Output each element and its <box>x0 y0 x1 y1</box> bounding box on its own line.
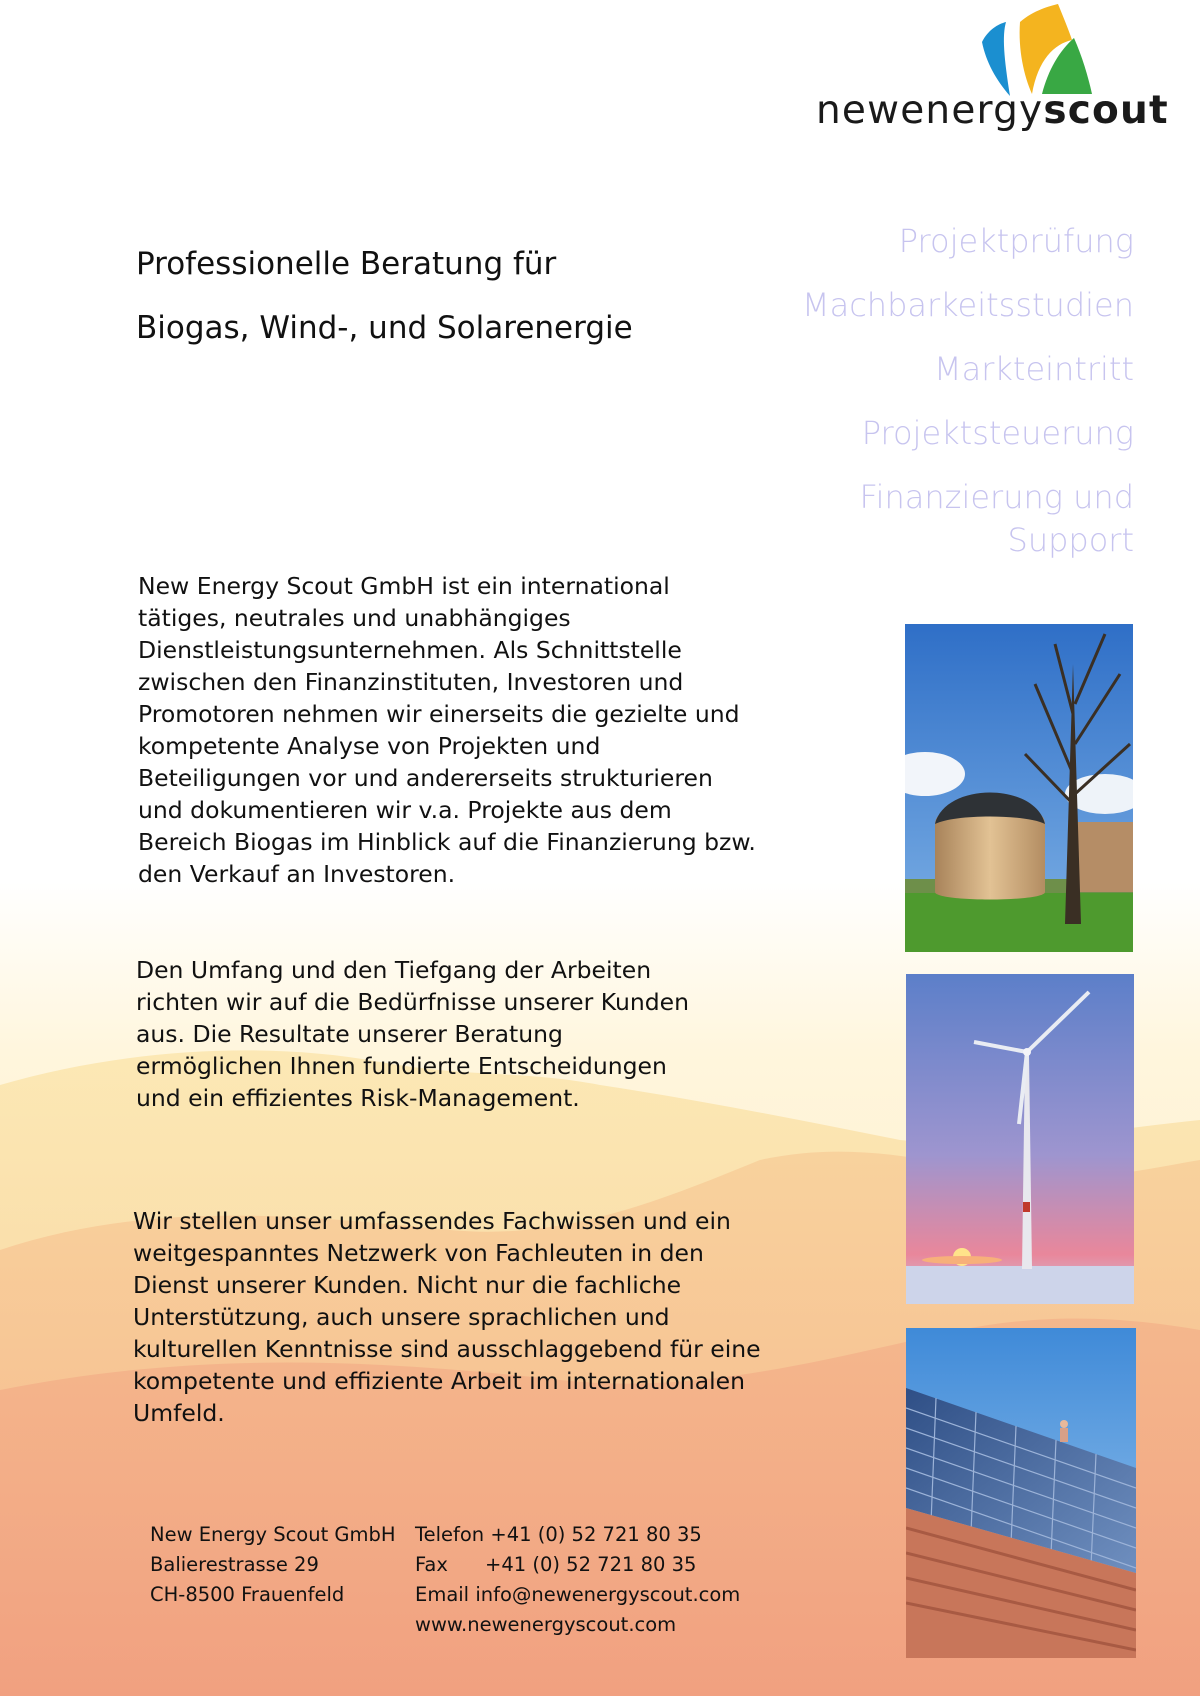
email-line <box>415 1580 745 1610</box>
fax-label: Fax <box>415 1553 448 1576</box>
service-item: Markteintritt <box>934 350 1134 388</box>
service-item: Machbarkeitsstudien <box>801 286 1134 324</box>
wind-turbine-photo <box>906 974 1134 1304</box>
city-address: CH-8500 Frauenfeld <box>150 1583 345 1606</box>
services-list <box>774 220 1134 583</box>
email-link[interactable]: info@newenergyscout.com <box>475 1583 741 1606</box>
website-link[interactable]: www.newenergyscout.com <box>415 1613 677 1636</box>
service-item: Finanzierung und Support <box>859 478 1134 559</box>
service-item: Projektprüfung <box>898 222 1134 260</box>
fax-line <box>415 1550 745 1580</box>
phone-number[interactable]: +41 (0) 52 721 80 35 <box>490 1523 702 1546</box>
email-label: Email <box>415 1583 470 1606</box>
phone-line <box>415 1520 745 1550</box>
logo-word-light: newenergy <box>816 88 1044 133</box>
company-name: New Energy Scout GmbH <box>150 1523 396 1546</box>
street-address: Balierestrasse 29 <box>150 1553 319 1576</box>
fax-number: +41 (0) 52 721 80 35 <box>485 1553 697 1576</box>
headline <box>136 232 776 360</box>
headline-line-2: Biogas, Wind-, und Solarenergie <box>136 310 633 346</box>
expertise-paragraph: Wir stellen unser umfassendes Fachwissen und ein weitgespanntes Netzwerk von Fachleuten in den Dienst unserer Kunden. Nicht nur die fachliche Unterstützung, auch unsere sprachlichen und kulturellen Kenntnisse sind ausschlaggebend für eine kompetente und effiziente Arbeit im internationalen Umfeld. <box>133 1207 761 1427</box>
phone-label: Telefon <box>415 1523 485 1546</box>
headline-line-1: Professionelle Beratung für <box>136 246 557 282</box>
logo-word-bold: scout <box>1043 88 1169 133</box>
contact-details <box>415 1520 745 1640</box>
solar-roof-photo <box>906 1328 1136 1658</box>
biogas-plant-photo <box>905 624 1133 952</box>
scope-paragraph: Den Umfang und den Tiefgang der Arbeiten richten wir auf die Bedürfnisse unserer Kunden aus. Die Resultate unserer Beratung ermöglichen Ihnen fundierte Entscheidungen und ein effizientes Risk-Management. <box>136 956 690 1112</box>
company-logo <box>810 0 1169 140</box>
intro-paragraph: New Energy Scout GmbH ist ein international tätiges, neutrales und unabhängiges Dienstleistungsunternehmen. Als Schnittstelle zwischen den Finanzinstituten, Investoren und Promotoren nehmen wir einerseits die gezielte und kompetente Analyse von Projekten und Beteiligungen vor und andererseits strukturieren und dokumentieren wir v.a. Projekte aus dem Bereich Biogas im Hinblick auf die Finanzierung bzw. den Verkauf an Investoren. <box>138 572 756 888</box>
logo-wordmark <box>816 88 1169 133</box>
service-item: Projektsteuerung <box>861 414 1134 452</box>
logo-mark-icon <box>810 0 1140 100</box>
contact-address <box>150 1520 400 1610</box>
